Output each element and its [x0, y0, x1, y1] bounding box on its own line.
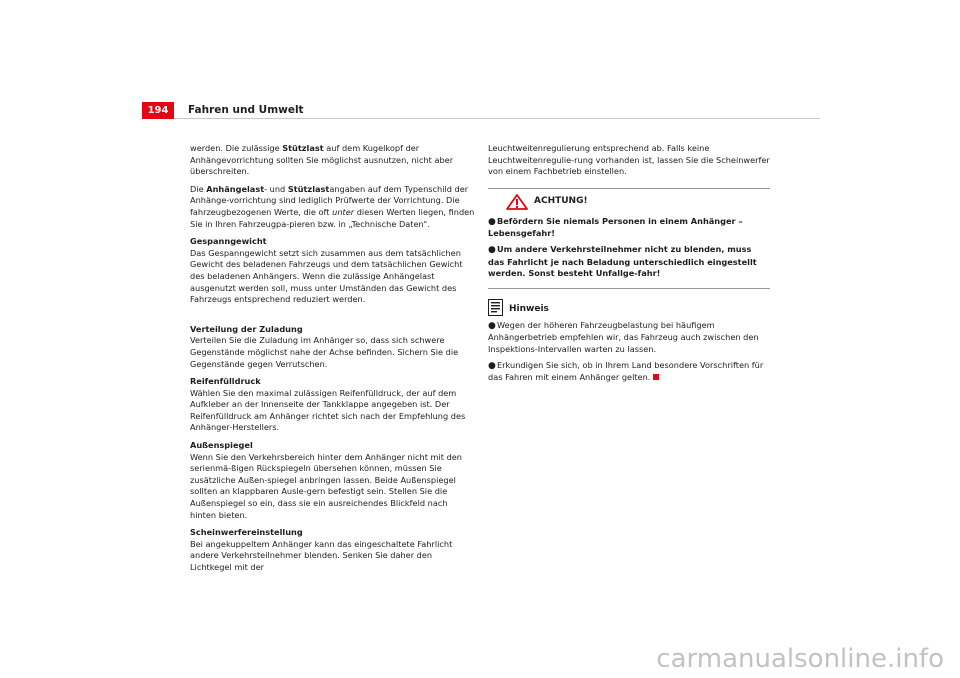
page-number: 194 — [142, 102, 174, 119]
section-title: Fahren und Umwelt — [188, 104, 304, 116]
warning-rule — [488, 288, 770, 289]
term-stuetzlast: Stützlast — [282, 143, 324, 153]
left-column — [190, 143, 475, 580]
paragraph-leuchtweite: Leuchtweitenregulierung entsprechend ab. Falls keine Leuchtweitenregulie-rung vorhanden ist, lassen Sie die Scheinwerfer von einem Fachbetrieb einstellen. — [488, 143, 770, 177]
heading-aussenspiegel: Außenspiegel — [190, 440, 253, 451]
note-text: Wegen der höheren Fahrzeugbelastung bei häufigem Anhängerbetrieb empfehlen wir, das Fahrzeug auch zwischen den Inspektions-Intervallen warten zu lassen. — [488, 319, 759, 354]
paragraph-reifenfuelldruck: Wählen Sie den maximal zulässigen Reifenfülldruck, der auf dem Aufkleber an der Innenseite der Tankklappe angegeben ist. Der Reifenfülldruck am Anhänger richtet sich nach der Empfehlung des Anhänger-Herstellers. — [190, 387, 466, 433]
warning-text: Um andere Verkehrsteilnehmer nicht zu blenden, muss das Fahrlicht je nach Beladung unterschiedlich eingestellt werden. Sonst besteht Unfallge-fahr! — [488, 243, 757, 279]
heading-scheinwerfer: Scheinwerfereinstellung — [190, 527, 303, 538]
warning-item — [488, 244, 770, 280]
paragraph-gespanngewicht: Das Gespanngewicht setzt sich zusammen aus dem tatsächlichen Gewicht des beladenen Fahrzeugs und dem tatsächlichen Gewicht des beladenen Anhängers. Wenn die zulässige Anhängelast ausgenutzt werden soll, muss unter Umständen das Gewicht des Fahrzeugs entsprechend reduziert werden. — [190, 247, 463, 305]
text: Die — [190, 183, 207, 194]
note-title: Hinweis — [509, 304, 549, 315]
warning-triangle-icon — [506, 194, 528, 210]
emphasis-unter: unter — [332, 206, 355, 217]
note-item — [488, 320, 770, 356]
note-icon — [488, 299, 503, 316]
heading-reifenfuelldruck: Reifenfülldruck — [190, 376, 261, 387]
warning-item — [488, 216, 770, 240]
end-mark-icon — [653, 374, 659, 380]
warning-header — [488, 192, 770, 212]
paragraph-zuladung: Verteilen Sie die Zuladung im Anhänger so, dass sich schwere Gegenstände möglichst nahe der Achse befinden. Sichern Sie die Gegenstände gegen Verrutschen. — [190, 335, 459, 369]
text: werden. Die zulässige — [190, 143, 283, 153]
warning-body — [488, 216, 770, 288]
paragraph-aussenspiegel: Wenn Sie den Verkehrsbereich hinter dem Anhänger nicht mit den serienmä-ßigen Rückspiegeln übersehen können, müssen Sie zusätzliche Außen-spiegel anbringen lassen. Beide Außenspiegel sollten an klappbaren Ausle-gern befestigt sein. Stellen Sie die Außenspiegel so ein, dass sie ein ausreichendes Blickfeld nach hinten bieten. — [190, 451, 462, 520]
heading-gespanngewicht: Gespanngewicht — [190, 236, 267, 247]
warning-text: Befördern Sie niemals Personen in einem Anhänger – Lebensgefahr! — [488, 215, 743, 239]
text: - und — [264, 183, 288, 194]
warning-title: ACHTUNG! — [534, 195, 588, 206]
warning-box — [488, 188, 770, 289]
paragraph-scheinwerfer: Bei angekuppeltem Anhänger kann das eingeschaltete Fahrlicht andere Verkehrsteilnehmer blenden. Senken Sie daher den Lichtkegel mit der — [190, 538, 453, 572]
heading-zuladung: Verteilung der Zuladung — [190, 323, 303, 334]
bullet-icon: ● — [488, 216, 496, 227]
note-text: Erkundigen Sie sich, ob in Ihrem Land besondere Vorschriften für das Fahren mit einem Anhänger gelten. — [488, 359, 764, 383]
text: diesen Werten liegen, finden Sie in Ihren Fahrzeugpa-pieren bzw. in „Technische Daten“. — [190, 206, 475, 229]
bullet-icon: ● — [488, 320, 496, 331]
right-column — [488, 143, 770, 388]
watermark: carmanualsonline.info — [656, 644, 944, 674]
paragraph-anhaengelast — [190, 184, 475, 230]
bullet-icon: ● — [488, 360, 496, 371]
note-item — [488, 360, 770, 384]
bullet-icon: ● — [488, 244, 496, 255]
paragraph-stuetzlast — [190, 143, 475, 178]
text: angaben auf dem Typenschild der Anhänge-vorrichtung sind lediglich Prüfwerte der Vorrichtung. Die fahrzeugbezogenen Werte, die oft — [190, 183, 469, 217]
term-stuetzlast: Stützlast — [287, 183, 330, 194]
term-anhaengelast: Anhängelast — [206, 183, 265, 194]
header-rule — [174, 118, 820, 119]
text: auf dem Kugelkopf der Anhängevorrichtung sollten Sie möglichst ausnutzen, nicht aber überschreiten. — [190, 143, 454, 177]
note-header — [488, 299, 770, 316]
